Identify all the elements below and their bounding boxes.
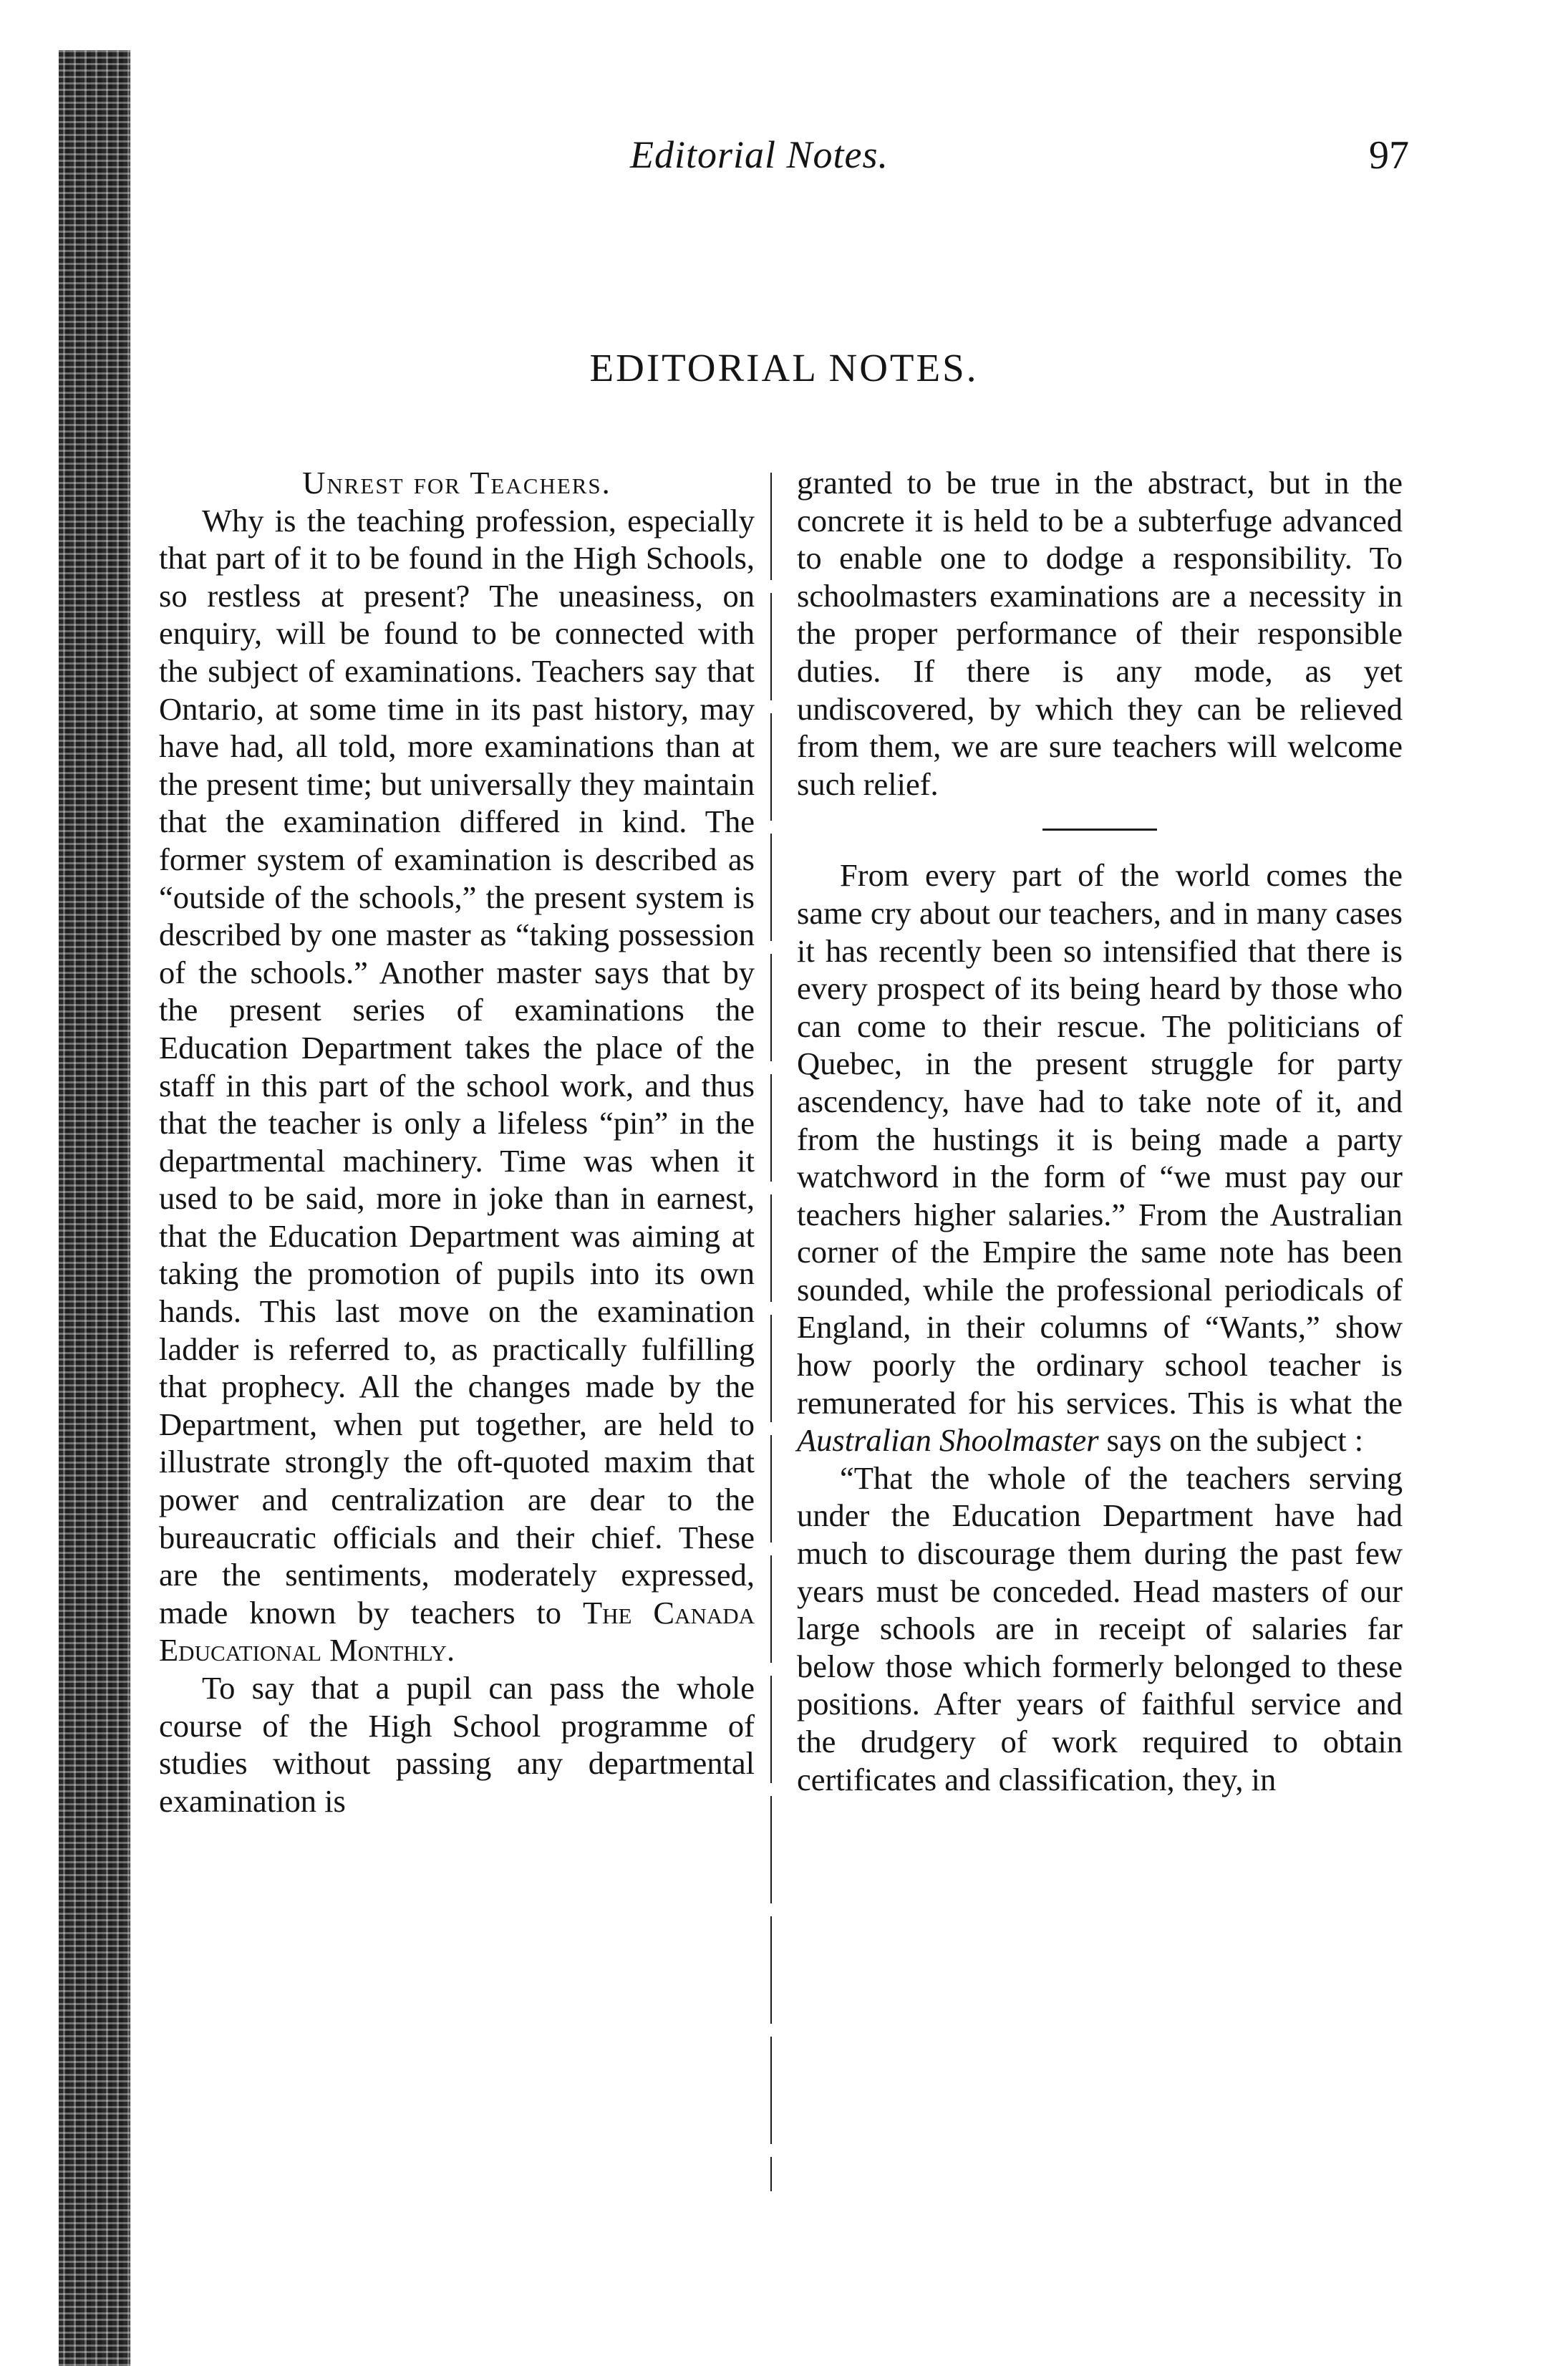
running-title: Editorial Notes.: [630, 133, 889, 176]
paragraph-end: says on the subject :: [1106, 1422, 1364, 1459]
subhead-unrest-for-teachers: Unrest for Teachers.: [302, 465, 611, 501]
journal-name: The Canada Educational Monthly: [159, 1594, 755, 1669]
section-title: EDITORIAL NOTES.: [589, 346, 979, 390]
separator-rule: [1042, 829, 1157, 831]
left-column: [159, 464, 755, 1820]
paragraph: [159, 502, 755, 1669]
page-number: 97: [1369, 133, 1409, 178]
quotation: “That the whole of the teachers serving under the Education Department have had much to discourage them during the past few years must be conceded. Head masters of our large schools are in receipt of salaries far below those which formerly belonged to these positions. After years of faithful service and the drudgery of work required to obtain certificates and classification, they, in: [797, 1459, 1403, 1797]
paragraph-text: From every part of the world comes the same cry about our teachers, and in many cases it has recently been so intensified that there is every prospect of its being heard by those who can come to their rescue. The politicians of Quebec, in the present struggle for party ascendency, have had to take note of it, and from the hustings it is being made a party watchword in the form of “we must pay our teachers higher salaries.” From the Australian corner of the Empire the same note has been sounded, while the professional periodicals of England, in their columns of “Wants,” show how poorly the ordinary school teacher is remunerated for his services. This is what the: [797, 857, 1403, 1421]
paragraph-end: .: [446, 1632, 455, 1669]
right-column: [797, 464, 1403, 1798]
journal-name: Australian Shoolmaster: [797, 1422, 1099, 1459]
column-rule: [770, 473, 772, 2191]
running-head: [0, 132, 1568, 190]
paragraph-text: Why is the teaching profession, especially that part of it to be found in the High Schools, so restless at present? The uneasiness, on enquiry, will be found to be connected with the subject of examinations. Teachers say that Ontario, at some time in its past history, may have had, all told, more examinations than at the present time; but universally they maintain that the examination differed in kind. The former system of examination is described as “outside of the schools,” the present system is described by one master as “taking possession of the schools.” Another master says that by the present series of examinations the Education Department takes the place of the staff in this part of the school work, and thus that the teacher is only a lifeless “pin” in the departmental machinery. Time was when it used to be said, more in joke than in earnest, that the Education Department was aiming at taking the promotion of pupils into its own hands. This last move on the examination ladder is referred to, as practically fulfilling that prophecy. All the changes made by the Department, when put together, are held to illustrate strongly the oft-quoted maxim that power and centralization are dear to the bureaucratic officials and their chief. These are the sentiments, moderately expressed, made known by teachers to: [159, 502, 755, 1631]
paragraph-continued: granted to be true in the abstract, but in the concrete it is held to be a subterfuge advanced to enable one to dodge a responsibility. To schoolmasters examinations are a necessity in the proper performance of their responsible duties. If there is any mode, as yet undiscovered, by which they can be relieved from them, we are sure teachers will welcome such relief.: [797, 465, 1403, 802]
binding-edge: [59, 50, 130, 2366]
paragraph: [797, 856, 1403, 1459]
paragraph: To say that a pupil can pass the whole course of the High School programme of studies without passing any departmental examination is: [159, 1670, 755, 1819]
